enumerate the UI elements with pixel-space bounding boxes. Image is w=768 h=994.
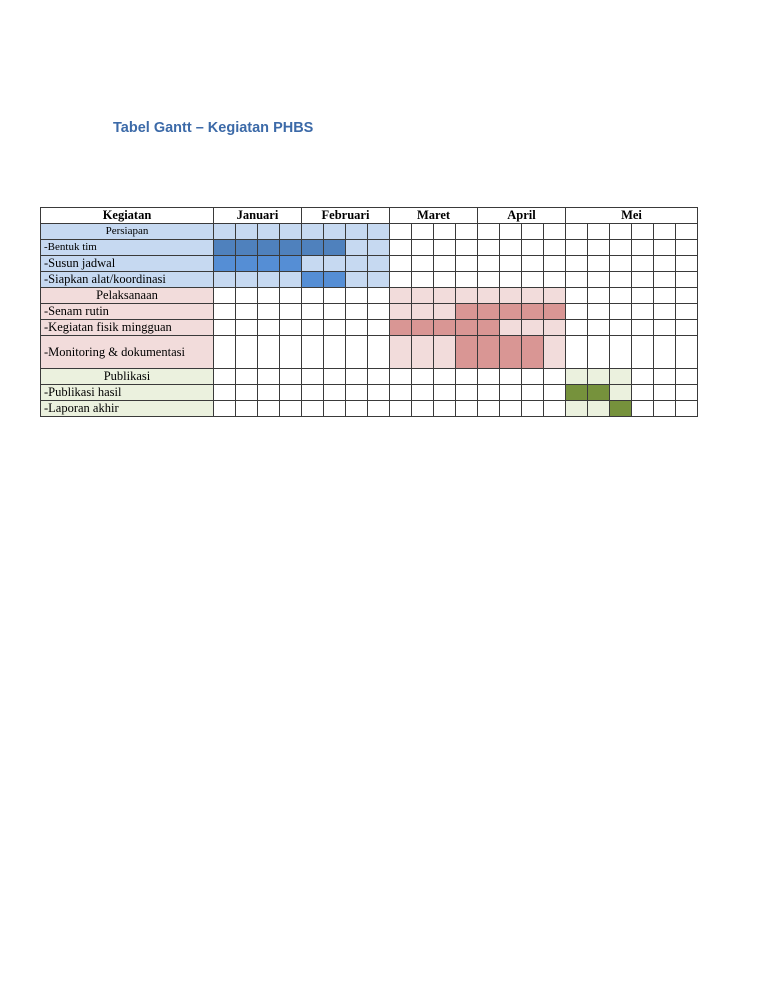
gantt-empty-cell — [214, 320, 236, 336]
gantt-bar-cell — [214, 256, 236, 272]
gantt-empty-cell — [434, 256, 456, 272]
gantt-empty-cell — [632, 256, 654, 272]
gantt-empty-cell — [456, 256, 478, 272]
gantt-bar-cell — [258, 272, 280, 288]
task-row — [41, 304, 698, 320]
gantt-empty-cell — [390, 272, 412, 288]
gantt-empty-cell — [390, 224, 412, 240]
gantt-empty-cell — [610, 256, 632, 272]
gantt-empty-cell — [478, 272, 500, 288]
gantt-empty-cell — [258, 304, 280, 320]
gantt-bar-cell — [610, 369, 632, 385]
gantt-empty-cell — [676, 401, 698, 417]
gantt-empty-cell — [236, 369, 258, 385]
gantt-bar-cell — [434, 288, 456, 304]
gantt-bar-cell — [522, 336, 544, 369]
gantt-empty-cell — [588, 240, 610, 256]
gantt-empty-cell — [654, 385, 676, 401]
gantt-empty-cell — [412, 369, 434, 385]
gantt-empty-cell — [280, 336, 302, 369]
gantt-empty-cell — [302, 304, 324, 320]
gantt-bar-cell — [302, 272, 324, 288]
gantt-empty-cell — [302, 369, 324, 385]
group-row — [41, 224, 698, 240]
gantt-bar-cell — [412, 320, 434, 336]
header-month-februari: Februari — [302, 208, 390, 224]
gantt-empty-cell — [324, 385, 346, 401]
gantt-bar-cell — [214, 240, 236, 256]
gantt-empty-cell — [434, 240, 456, 256]
task-row — [41, 385, 698, 401]
gantt-bar-cell — [544, 320, 566, 336]
gantt-empty-cell — [566, 320, 588, 336]
gantt-empty-cell — [434, 272, 456, 288]
gantt-empty-cell — [632, 320, 654, 336]
gantt-empty-cell — [478, 385, 500, 401]
gantt-bar-cell — [302, 240, 324, 256]
gantt-empty-cell — [456, 272, 478, 288]
gantt-empty-cell — [522, 385, 544, 401]
gantt-bar-cell — [500, 288, 522, 304]
gantt-bar-cell — [412, 288, 434, 304]
gantt-empty-cell — [522, 272, 544, 288]
gantt-bar-cell — [478, 336, 500, 369]
gantt-empty-cell — [544, 240, 566, 256]
gantt-bar-cell — [544, 304, 566, 320]
gantt-empty-cell — [654, 272, 676, 288]
gantt-empty-cell — [676, 240, 698, 256]
header-month-maret: Maret — [390, 208, 478, 224]
document-title: Tabel Gantt – Kegiatan PHBS — [113, 120, 314, 136]
gantt-bar-cell — [478, 288, 500, 304]
group-label: Pelaksanaan — [41, 288, 214, 304]
gantt-bar-cell — [236, 272, 258, 288]
gantt-empty-cell — [258, 385, 280, 401]
gantt-empty-cell — [676, 224, 698, 240]
gantt-empty-cell — [544, 385, 566, 401]
gantt-bar-cell — [588, 401, 610, 417]
gantt-bar-cell — [346, 240, 368, 256]
gantt-empty-cell — [412, 272, 434, 288]
gantt-bar-cell — [522, 304, 544, 320]
gantt-empty-cell — [258, 369, 280, 385]
gantt-empty-cell — [478, 256, 500, 272]
task-label: -Laporan akhir — [41, 401, 214, 417]
gantt-empty-cell — [324, 320, 346, 336]
gantt-bar-cell — [236, 240, 258, 256]
gantt-empty-cell — [214, 385, 236, 401]
gantt-bar-cell — [566, 401, 588, 417]
gantt-empty-cell — [236, 304, 258, 320]
gantt-empty-cell — [412, 401, 434, 417]
gantt-bar-cell — [500, 336, 522, 369]
task-label: -Siapkan alat/koordinasi — [41, 272, 214, 288]
gantt-bar-cell — [412, 304, 434, 320]
gantt-empty-cell — [566, 224, 588, 240]
gantt-empty-cell — [654, 336, 676, 369]
gantt-empty-cell — [500, 224, 522, 240]
gantt-bar-cell — [566, 369, 588, 385]
gantt-empty-cell — [610, 320, 632, 336]
gantt-empty-cell — [522, 369, 544, 385]
gantt-empty-cell — [478, 240, 500, 256]
gantt-empty-cell — [676, 304, 698, 320]
gantt-bar-cell — [500, 304, 522, 320]
gantt-empty-cell — [302, 336, 324, 369]
gantt-bar-cell — [566, 385, 588, 401]
gantt-empty-cell — [588, 304, 610, 320]
gantt-bar-cell — [434, 336, 456, 369]
header-month-januari: Januari — [214, 208, 302, 224]
gantt-empty-cell — [566, 240, 588, 256]
gantt-empty-cell — [368, 336, 390, 369]
gantt-empty-cell — [632, 369, 654, 385]
gantt-empty-cell — [522, 240, 544, 256]
gantt-empty-cell — [500, 240, 522, 256]
gantt-empty-cell — [544, 401, 566, 417]
gantt-bar-cell — [280, 256, 302, 272]
gantt-bar-cell — [390, 304, 412, 320]
gantt-empty-cell — [544, 256, 566, 272]
gantt-bar-cell — [214, 224, 236, 240]
gantt-empty-cell — [500, 256, 522, 272]
gantt-empty-cell — [368, 369, 390, 385]
task-row — [41, 256, 698, 272]
gantt-empty-cell — [280, 401, 302, 417]
gantt-empty-cell — [258, 320, 280, 336]
header-month-mei: Mei — [566, 208, 698, 224]
gantt-empty-cell — [654, 304, 676, 320]
gantt-empty-cell — [588, 256, 610, 272]
group-row — [41, 288, 698, 304]
gantt-empty-cell — [258, 401, 280, 417]
task-row — [41, 336, 698, 369]
gantt-empty-cell — [346, 369, 368, 385]
gantt-empty-cell — [302, 320, 324, 336]
task-row — [41, 320, 698, 336]
gantt-empty-cell — [346, 304, 368, 320]
gantt-empty-cell — [500, 385, 522, 401]
gantt-empty-cell — [236, 288, 258, 304]
gantt-bar-cell — [434, 304, 456, 320]
gantt-empty-cell — [324, 288, 346, 304]
gantt-empty-cell — [478, 369, 500, 385]
gantt-bar-cell — [324, 256, 346, 272]
gantt-empty-cell — [566, 272, 588, 288]
gantt-empty-cell — [478, 401, 500, 417]
gantt-empty-cell — [544, 224, 566, 240]
task-label: -Kegiatan fisik mingguan — [41, 320, 214, 336]
gantt-bar-cell — [610, 401, 632, 417]
gantt-empty-cell — [500, 401, 522, 417]
gantt-empty-cell — [368, 288, 390, 304]
gantt-empty-cell — [214, 369, 236, 385]
task-label: -Publikasi hasil — [41, 385, 214, 401]
gantt-empty-cell — [412, 385, 434, 401]
gantt-empty-cell — [456, 224, 478, 240]
header-activity: Kegiatan — [41, 208, 214, 224]
gantt-empty-cell — [434, 401, 456, 417]
gantt-empty-cell — [632, 272, 654, 288]
gantt-empty-cell — [654, 320, 676, 336]
gantt-empty-cell — [588, 320, 610, 336]
gantt-empty-cell — [302, 385, 324, 401]
gantt-bar-cell — [478, 320, 500, 336]
gantt-bar-cell — [368, 224, 390, 240]
gantt-empty-cell — [610, 288, 632, 304]
gantt-bar-cell — [236, 224, 258, 240]
gantt-bar-cell — [390, 288, 412, 304]
gantt-bar-cell — [302, 224, 324, 240]
gantt-empty-cell — [654, 240, 676, 256]
gantt-empty-cell — [500, 272, 522, 288]
gantt-bar-cell — [368, 256, 390, 272]
gantt-empty-cell — [566, 304, 588, 320]
gantt-empty-cell — [654, 401, 676, 417]
gantt-bar-cell — [434, 320, 456, 336]
gantt-bar-cell — [610, 385, 632, 401]
gantt-empty-cell — [654, 369, 676, 385]
gantt-bar-cell — [588, 385, 610, 401]
header-month-april: April — [478, 208, 566, 224]
gantt-empty-cell — [632, 336, 654, 369]
gantt-empty-cell — [456, 369, 478, 385]
gantt-bar-cell — [588, 369, 610, 385]
gantt-empty-cell — [610, 272, 632, 288]
gantt-bar-cell — [280, 224, 302, 240]
gantt-bar-cell — [544, 288, 566, 304]
gantt-bar-cell — [456, 304, 478, 320]
gantt-bar-cell — [368, 240, 390, 256]
gantt-empty-cell — [610, 224, 632, 240]
gantt-bar-cell — [368, 272, 390, 288]
task-label: -Senam rutin — [41, 304, 214, 320]
gantt-empty-cell — [412, 256, 434, 272]
group-row — [41, 369, 698, 385]
gantt-empty-cell — [566, 256, 588, 272]
gantt-empty-cell — [214, 288, 236, 304]
gantt-empty-cell — [302, 401, 324, 417]
gantt-bar-cell — [346, 224, 368, 240]
gantt-bar-cell — [324, 240, 346, 256]
gantt-empty-cell — [544, 369, 566, 385]
gantt-empty-cell — [544, 272, 566, 288]
gantt-empty-cell — [368, 401, 390, 417]
gantt-bar-cell — [522, 288, 544, 304]
gantt-empty-cell — [588, 272, 610, 288]
gantt-empty-cell — [588, 288, 610, 304]
gantt-empty-cell — [236, 385, 258, 401]
gantt-empty-cell — [654, 288, 676, 304]
gantt-empty-cell — [632, 401, 654, 417]
gantt-empty-cell — [280, 304, 302, 320]
gantt-empty-cell — [522, 224, 544, 240]
gantt-empty-cell — [676, 385, 698, 401]
gantt-empty-cell — [280, 385, 302, 401]
gantt-empty-cell — [236, 320, 258, 336]
gantt-bar-cell — [456, 320, 478, 336]
gantt-empty-cell — [390, 401, 412, 417]
gantt-empty-cell — [280, 288, 302, 304]
gantt-bar-cell — [346, 256, 368, 272]
gantt-empty-cell — [632, 385, 654, 401]
gantt-empty-cell — [346, 288, 368, 304]
gantt-bar-cell — [302, 256, 324, 272]
gantt-table — [40, 207, 698, 417]
gantt-empty-cell — [434, 224, 456, 240]
gantt-empty-cell — [456, 385, 478, 401]
gantt-bar-cell — [236, 256, 258, 272]
task-row — [41, 240, 698, 256]
gantt-empty-cell — [588, 336, 610, 369]
group-label: Persiapan — [41, 224, 214, 240]
gantt-bar-cell — [456, 336, 478, 369]
gantt-empty-cell — [412, 240, 434, 256]
gantt-empty-cell — [456, 240, 478, 256]
gantt-empty-cell — [324, 401, 346, 417]
gantt-empty-cell — [610, 240, 632, 256]
gantt-empty-cell — [456, 401, 478, 417]
gantt-bar-cell — [522, 320, 544, 336]
task-label: -Monitoring & dokumentasi — [41, 336, 214, 369]
gantt-empty-cell — [566, 288, 588, 304]
gantt-bar-cell — [280, 272, 302, 288]
gantt-empty-cell — [324, 336, 346, 369]
gantt-bar-cell — [390, 320, 412, 336]
gantt-empty-cell — [302, 288, 324, 304]
gantt-empty-cell — [346, 336, 368, 369]
gantt-empty-cell — [632, 288, 654, 304]
gantt-empty-cell — [412, 224, 434, 240]
gantt-empty-cell — [500, 369, 522, 385]
gantt-empty-cell — [368, 304, 390, 320]
gantt-empty-cell — [676, 336, 698, 369]
gantt-empty-cell — [324, 369, 346, 385]
gantt-empty-cell — [236, 401, 258, 417]
gantt-bar-cell — [280, 240, 302, 256]
gantt-empty-cell — [632, 224, 654, 240]
gantt-bar-cell — [456, 288, 478, 304]
gantt-bar-cell — [346, 272, 368, 288]
gantt-empty-cell — [676, 320, 698, 336]
header-row — [41, 208, 698, 224]
gantt-empty-cell — [632, 240, 654, 256]
gantt-empty-cell — [676, 256, 698, 272]
gantt-bar-cell — [324, 224, 346, 240]
gantt-empty-cell — [478, 224, 500, 240]
gantt-empty-cell — [236, 336, 258, 369]
gantt-empty-cell — [610, 336, 632, 369]
gantt-empty-cell — [588, 224, 610, 240]
task-label: -Susun jadwal — [41, 256, 214, 272]
gantt-empty-cell — [368, 320, 390, 336]
gantt-bar-cell — [500, 320, 522, 336]
gantt-empty-cell — [522, 256, 544, 272]
task-row — [41, 272, 698, 288]
gantt-empty-cell — [214, 336, 236, 369]
gantt-empty-cell — [676, 288, 698, 304]
gantt-empty-cell — [566, 336, 588, 369]
task-row — [41, 401, 698, 417]
gantt-empty-cell — [324, 304, 346, 320]
gantt-empty-cell — [390, 385, 412, 401]
gantt-empty-cell — [632, 304, 654, 320]
gantt-empty-cell — [676, 272, 698, 288]
gantt-empty-cell — [346, 320, 368, 336]
gantt-empty-cell — [676, 369, 698, 385]
gantt-empty-cell — [434, 385, 456, 401]
gantt-empty-cell — [346, 385, 368, 401]
gantt-bar-cell — [258, 224, 280, 240]
gantt-empty-cell — [214, 401, 236, 417]
gantt-bar-cell — [478, 304, 500, 320]
gantt-bar-cell — [412, 336, 434, 369]
gantt-empty-cell — [390, 240, 412, 256]
task-label: -Bentuk tim — [41, 240, 214, 256]
gantt-empty-cell — [522, 401, 544, 417]
gantt-empty-cell — [610, 304, 632, 320]
gantt-empty-cell — [654, 224, 676, 240]
gantt-empty-cell — [258, 336, 280, 369]
gantt-empty-cell — [280, 369, 302, 385]
gantt-empty-cell — [346, 401, 368, 417]
gantt-bar-cell — [214, 272, 236, 288]
group-label: Publikasi — [41, 369, 214, 385]
gantt-empty-cell — [258, 288, 280, 304]
gantt-bar-cell — [390, 336, 412, 369]
gantt-bar-cell — [258, 256, 280, 272]
gantt-empty-cell — [390, 369, 412, 385]
gantt-bar-cell — [544, 336, 566, 369]
gantt-empty-cell — [434, 369, 456, 385]
gantt-empty-cell — [390, 256, 412, 272]
gantt-bar-cell — [258, 240, 280, 256]
gantt-empty-cell — [214, 304, 236, 320]
gantt-empty-cell — [280, 320, 302, 336]
gantt-empty-cell — [654, 256, 676, 272]
gantt-bar-cell — [324, 272, 346, 288]
gantt-empty-cell — [368, 385, 390, 401]
